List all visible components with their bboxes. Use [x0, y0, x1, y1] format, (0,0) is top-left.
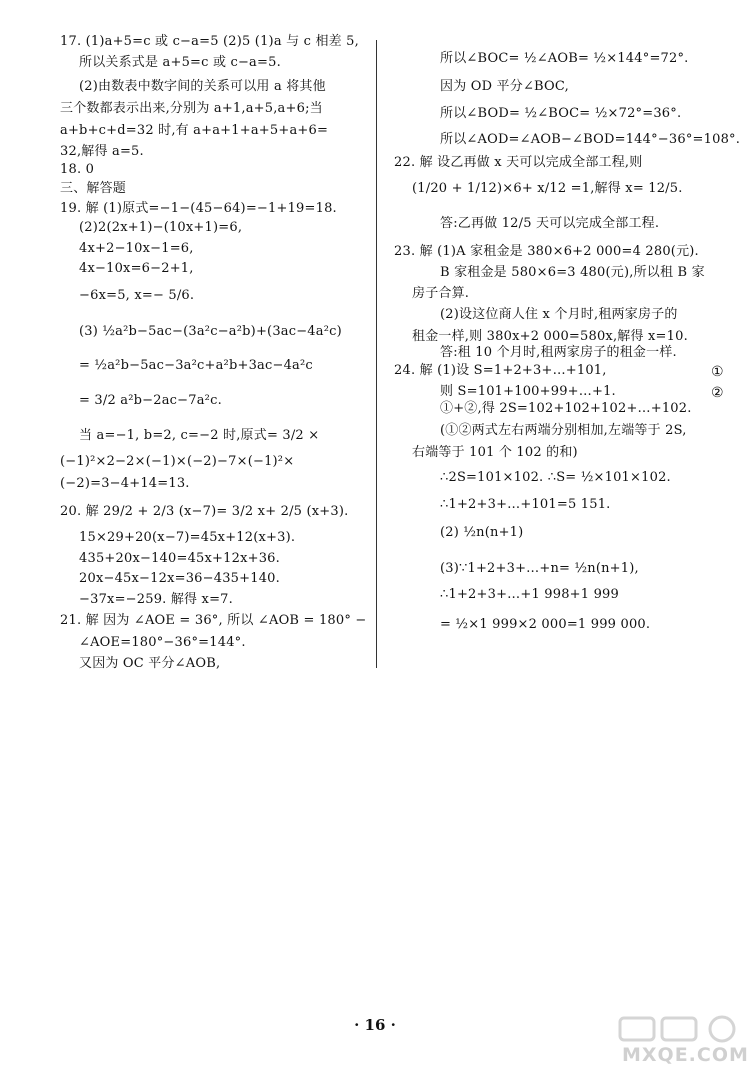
right-text-line: (1/20 + 1/12)×6+ x/12 =1,解得 x= 12/5.: [412, 181, 683, 196]
right-text-line: 23. 解 (1)A 家租金是 380×6+2 000=4 280(元).: [394, 244, 699, 259]
left-text-line: 19. 解 (1)原式=−1−(45−64)=−1+19=18.: [60, 201, 337, 216]
left-text-line: (−2)=3−4+14=13.: [60, 476, 190, 491]
left-text-line: −37x=−259. 解得 x=7.: [79, 592, 233, 607]
page-number: · 16 ·: [354, 1016, 396, 1034]
right-text-line: 22. 解 设乙再做 x 天可以完成全部工程,则: [394, 155, 643, 170]
left-text-line: 又因为 OC 平分∠AOB,: [79, 656, 221, 671]
right-text-line: = ½×1 999×2 000=1 999 000.: [440, 617, 651, 632]
right-text-line: (2) ½n(n+1): [440, 525, 524, 540]
right-text-line: 租金一样,则 380x+2 000=580x,解得 x=10.: [412, 329, 688, 344]
left-text-line: 三个数都表示出来,分别为 a+1,a+5,a+6;当: [60, 101, 323, 116]
right-text-line: 所以∠BOC= ½∠AOB= ½×144°=72°.: [440, 51, 689, 66]
left-text-line: 20. 解 29/2 + 2/3 (x−7)= 3/2 x+ 2/5 (x+3).: [60, 504, 349, 519]
left-text-line: 21. 解 因为 ∠AOE = 36°, 所以 ∠AOB = 180° −: [60, 613, 367, 628]
left-text-line: 所以关系式是 a+5=c 或 c−a=5.: [79, 55, 281, 70]
right-text-line: ∴2S=101×102. ∴S= ½×101×102.: [440, 470, 671, 485]
left-text-line: = 3/2 a²b−2ac−7a²c.: [79, 393, 222, 408]
left-text-line: 435+20x−140=45x+12x+36.: [79, 551, 280, 566]
right-text-line: 房子合算.: [412, 286, 470, 301]
right-text-line: 右端等于 101 个 102 的和): [412, 445, 578, 460]
left-text-line: 4x+2−10x−1=6,: [79, 241, 194, 256]
left-text-line: ∠AOE=180°−36°=144°.: [79, 635, 246, 650]
left-text-line: (2)由数表中数字间的关系可以用 a 将其他: [79, 79, 326, 94]
right-text-line: 答:租 10 个月时,租两家房子的租金一样.: [440, 345, 677, 360]
watermark-logo: [616, 1014, 749, 1066]
left-text-line: a+b+c+d=32 时,有 a+a+1+a+5+a+6=: [60, 123, 329, 138]
right-text-line: ∴1+2+3+…+1 998+1 999: [440, 587, 619, 602]
column-divider: [376, 40, 377, 668]
watermark-icon: [616, 1014, 744, 1044]
left-text-line: 当 a=−1, b=2, c=−2 时,原式= 3/2 ×: [79, 428, 320, 443]
right-text-line: 24. 解 (1)设 S=1+2+3+…+101,: [394, 363, 607, 378]
right-text-line: (①②两式左右两端分别相加,左端等于 2S,: [440, 423, 687, 438]
circle-mark-2: ②: [711, 385, 724, 401]
left-text-line: 三、解答题: [60, 181, 127, 196]
right-text-line: ∴1+2+3+…+101=5 151.: [440, 497, 611, 512]
left-text-line: 4x−10x=6−2+1,: [79, 261, 194, 276]
left-text-line: = ½a²b−5ac−3a²c+a²b+3ac−4a²c: [79, 358, 313, 373]
right-text-line: 因为 OD 平分∠BOC,: [440, 79, 569, 94]
watermark-text: MXQE.COM: [622, 1044, 749, 1066]
right-text-line: (3)∵1+2+3+…+n= ½n(n+1),: [440, 561, 639, 576]
right-text-line: B 家租金是 580×6=3 480(元),所以租 B 家: [440, 265, 705, 280]
circle-mark-1: ①: [711, 364, 724, 380]
right-text-line: 所以∠BOD= ½∠BOC= ½×72°=36°.: [440, 106, 682, 121]
left-text-line: (2)2(2x+1)−(10x+1)=6,: [79, 220, 243, 235]
left-text-line: 18. 0: [60, 162, 95, 177]
right-text-line: ①+②,得 2S=102+102+102+…+102.: [440, 401, 692, 416]
left-text-line: 32,解得 a=5.: [60, 144, 144, 159]
left-text-line: 20x−45x−12x=36−435+140.: [79, 571, 280, 586]
right-text-line: (2)设这位商人住 x 个月时,租两家房子的: [440, 307, 678, 322]
left-text-line: 15×29+20(x−7)=45x+12(x+3).: [79, 530, 296, 545]
right-text-line: 答:乙再做 12/5 天可以完成全部工程.: [440, 216, 660, 231]
right-text-line: 则 S=101+100+99+…+1.: [440, 384, 616, 399]
left-text-line: (3) ½a²b−5ac−(3a²c−a²b)+(3ac−4a²c): [79, 324, 342, 339]
left-text-line: −6x=5, x=− 5/6.: [79, 288, 195, 303]
left-text-line: (−1)²×2−2×(−1)×(−2)−7×(−1)²×: [60, 454, 295, 469]
left-text-line: 17. (1)a+5=c 或 c−a=5 (2)5 (1)a 与 c 相差 5,: [60, 34, 359, 49]
right-text-line: 所以∠AOD=∠AOB−∠BOD=144°−36°=108°.: [440, 132, 741, 147]
